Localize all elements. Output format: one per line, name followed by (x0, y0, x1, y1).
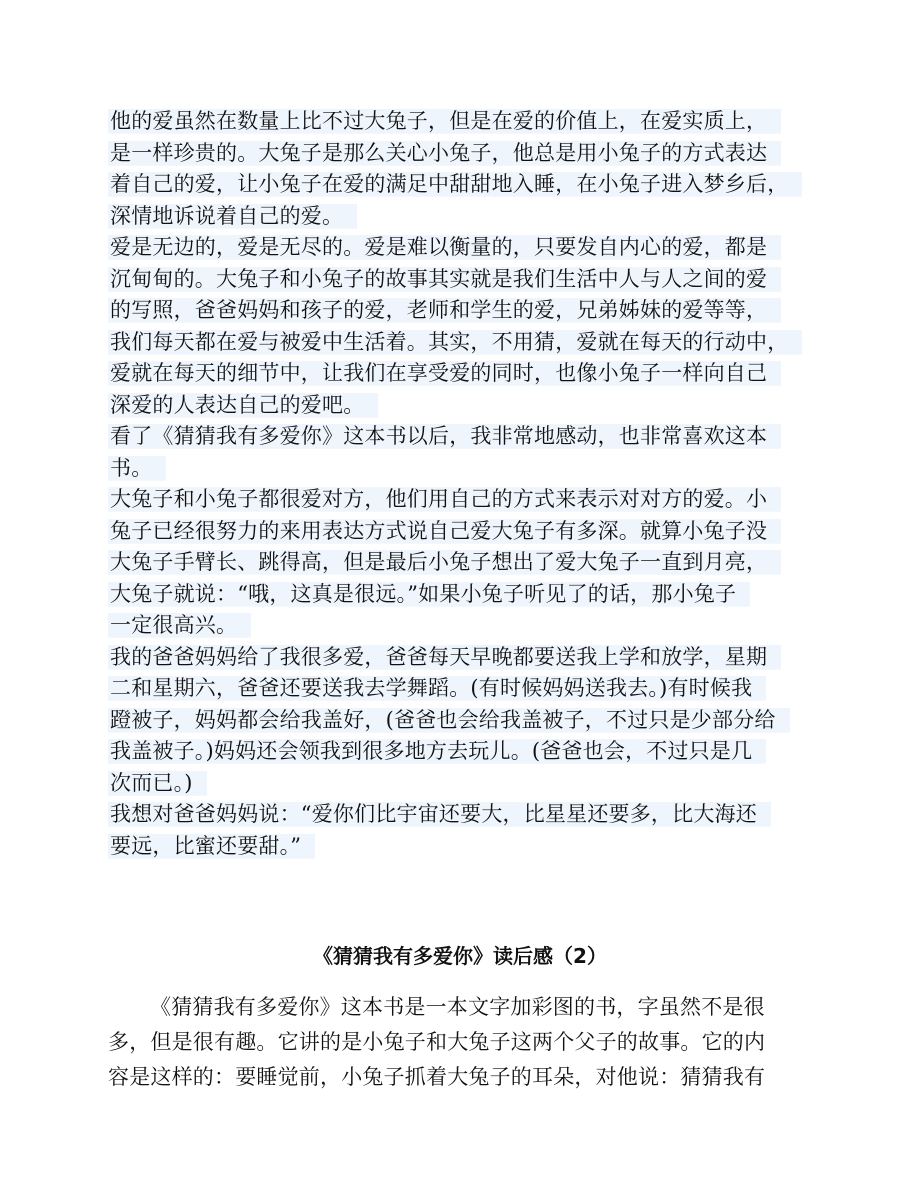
text-line: 多，但是很有趣。它讲的是小兔子和大兔子这两个父子的故事。它的内 (108, 1030, 766, 1054)
text-line (108, 705, 828, 737)
text-line (108, 799, 828, 831)
body-paragraph (108, 990, 828, 1095)
highlighted-text-block (108, 106, 828, 862)
highlighted-text: 要远，比蜜还要甜。” (108, 834, 315, 858)
highlighted-text: 沉甸甸的。大兔子和小兔子的故事其实就是我们生活中人与人之间的爱 (108, 267, 781, 291)
highlighted-text: 大兔子手臂长、跳得高，但是最后小兔子想出了爱大兔子一直到月亮， (108, 550, 781, 574)
text-line (108, 264, 828, 296)
highlighted-text: 次而已。) (108, 771, 207, 795)
highlighted-text: 是一样珍贵的。大兔子是那么关心小兔子，他总是用小兔子的方式表达 (108, 141, 781, 165)
highlighted-text: 兔子已经很努力的来用表达方式说自己爱大兔子有多深。就算小兔子没 (108, 519, 781, 543)
highlighted-text: 深爱的人表达自己的爱吧。 (108, 393, 378, 417)
text-line (108, 736, 828, 768)
highlighted-text: 着自己的爱，让小兔子在爱的满足中甜甜地入睡，在小兔子进入梦乡后， (108, 172, 802, 196)
highlighted-text: 我想对爸爸妈妈说：“爱你们比宇宙还要大，比星星还要多，比大海还 (108, 802, 771, 826)
text-line (108, 579, 828, 611)
highlighted-text: 爱是无边的，爱是无尽的。爱是难以衡量的，只要发自内心的爱，都是 (108, 235, 781, 259)
highlighted-text: 我盖被子。)妈妈还会领我到很多地方去玩儿。(爸爸也会，不过只是几 (108, 739, 766, 763)
text-line (108, 516, 828, 548)
highlighted-text: 我的爸爸妈妈给了我很多爱，爸爸每天早晚都要送我上学和放学，星期 (108, 645, 781, 669)
text-line: 《猜猜我有多爱你》这本书是一本文字加彩图的书，字虽然不是很 (150, 995, 765, 1019)
text-line (108, 421, 828, 453)
highlighted-text: 蹬被子，妈妈都会给我盖好，(爸爸也会给我盖被子，不过只是少部分给 (108, 708, 790, 732)
text-line (108, 484, 828, 516)
highlighted-text: 大兔子就说：“哦，这真是很远。”如果小兔子听见了的话，那小兔子 (108, 582, 750, 606)
highlighted-text: 看了《猜猜我有多爱你》这本书以后，我非常地感动，也非常喜欢这本 (108, 424, 781, 448)
text-line (108, 358, 828, 390)
text-line (108, 106, 828, 138)
text-line (108, 453, 828, 485)
text-line (108, 138, 828, 170)
text-line (108, 831, 828, 863)
highlighted-text: 他的爱虽然在数量上比不过大兔子，但是在爱的价值上，在爱实质上， (108, 109, 781, 133)
text-line (108, 295, 828, 327)
text-line: 容是这样的：要睡觉前，小兔子抓着大兔子的耳朵，对他说：猜猜我有 (108, 1065, 766, 1089)
text-line (108, 547, 828, 579)
text-line (108, 610, 828, 642)
highlighted-text: 爱就在每天的细节中，让我们在享受爱的同时，也像小兔子一样向自己 (108, 361, 781, 385)
highlighted-text: 二和星期六，爸爸还要送我去学舞蹈。(有时候妈妈送我去。)有时候我 (108, 676, 766, 700)
highlighted-text: 大兔子和小兔子都很爱对方，他们用自己的方式来表示对对方的爱。小 (108, 487, 781, 511)
text-line (108, 768, 828, 800)
text-line (108, 201, 828, 233)
text-line (108, 642, 828, 674)
text-line (108, 327, 828, 359)
highlighted-text: 我们每天都在爱与被爱中生活着。其实，不用猜，爱就在每天的行动中， (108, 330, 802, 354)
text-line (108, 169, 828, 201)
text-line (108, 673, 828, 705)
text-line (108, 232, 828, 264)
highlighted-text: 书。 (108, 456, 166, 480)
text-line (108, 390, 828, 422)
section-title: 《猜猜我有多爱你》读后感（2） (313, 944, 607, 968)
highlighted-text: 深情地诉说着自己的爱。 (108, 204, 357, 228)
highlighted-text: 的写照，爸爸妈妈和孩子的爱，老师和学生的爱，兄弟姊妹的爱等等， (108, 298, 781, 322)
highlighted-text: 一定很高兴。 (108, 613, 251, 637)
